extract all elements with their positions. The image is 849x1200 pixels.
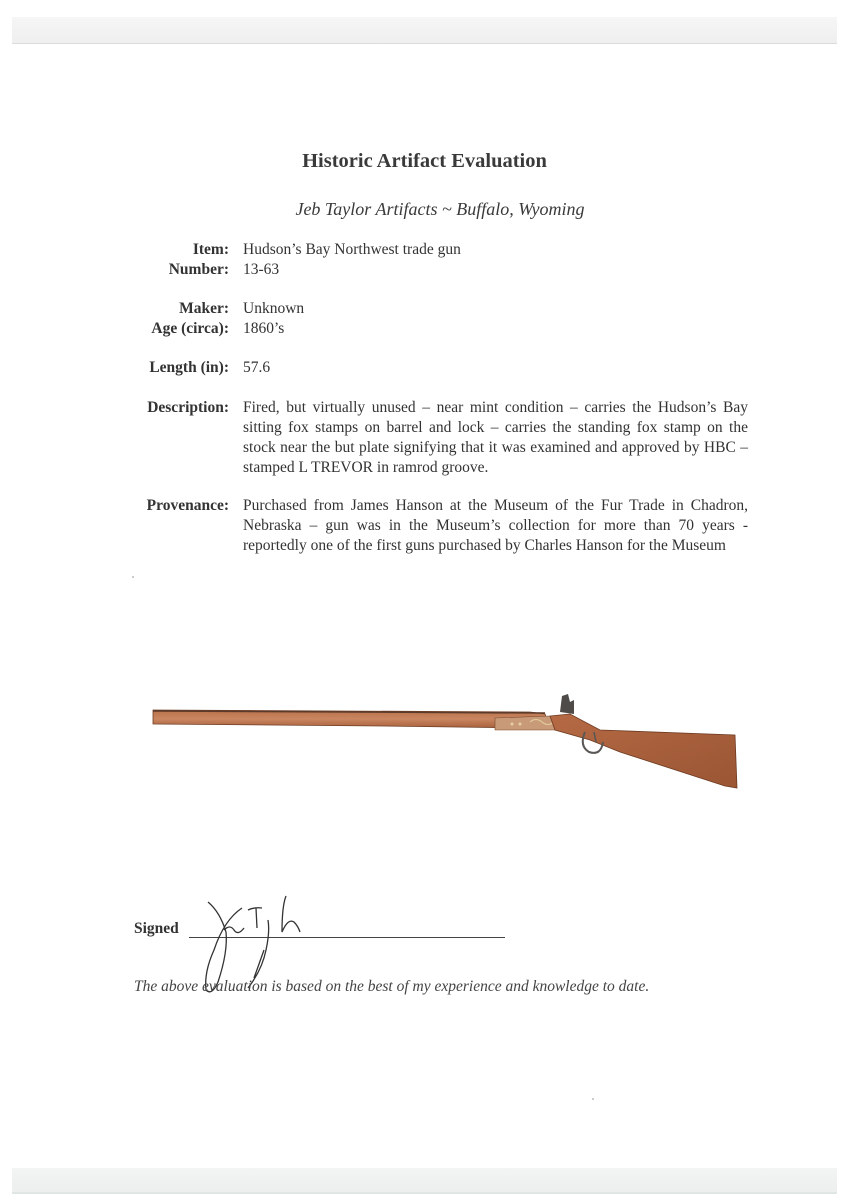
field-value: Unknown — [243, 300, 305, 317]
scan-speck — [132, 576, 134, 578]
field-label: Provenance: — [146, 497, 229, 514]
evaluation-disclaimer: The above evaluation is based on the best of my experience and knowledge to date. — [134, 978, 650, 995]
field-label: Length (in): — [149, 359, 229, 376]
hammer — [560, 694, 574, 714]
scan-edge-bottom — [12, 1168, 837, 1194]
field-label: Description: — [147, 399, 229, 416]
field-label: Item: — [192, 241, 229, 258]
field-value: Fired, but virtually unused – near mint condition – carries the Hudson’s Bay sitting fox stamps on barrel and lock – carries the standing fox stamp on the stock near the but plate signifying that it was examined and approved by HBC – stamped L TREVOR in ramrod groove. — [243, 399, 748, 476]
trade-gun-photo — [150, 690, 750, 800]
field-value: Hudson’s Bay Northwest trade gun — [243, 241, 461, 258]
field-label: Maker: — [179, 300, 229, 317]
scan-speck — [592, 1098, 594, 1100]
field-value: 57.6 — [243, 359, 271, 376]
document-title: Historic Artifact Evaluation — [302, 150, 547, 172]
field-value: 1860’s — [243, 320, 285, 337]
butt-stock — [550, 714, 737, 788]
field-value: 13-63 — [243, 261, 280, 278]
signed-label: Signed — [134, 920, 179, 937]
field-value: Purchased from James Hanson at the Museum of the Fur Trade in Chadron, Nebraska – gun was in the Museum’s collection for more than 70 years - reportedly one of the first guns purchased by Charles Hanson for the Museum — [243, 497, 748, 554]
field-label: Number: — [168, 261, 229, 278]
field-label: Age (circa): — [151, 320, 229, 337]
scan-edge-top — [12, 17, 837, 44]
lock-plate — [495, 716, 560, 730]
document-subtitle: Jeb Taylor Artifacts ~ Buffalo, Wyoming — [295, 199, 585, 219]
